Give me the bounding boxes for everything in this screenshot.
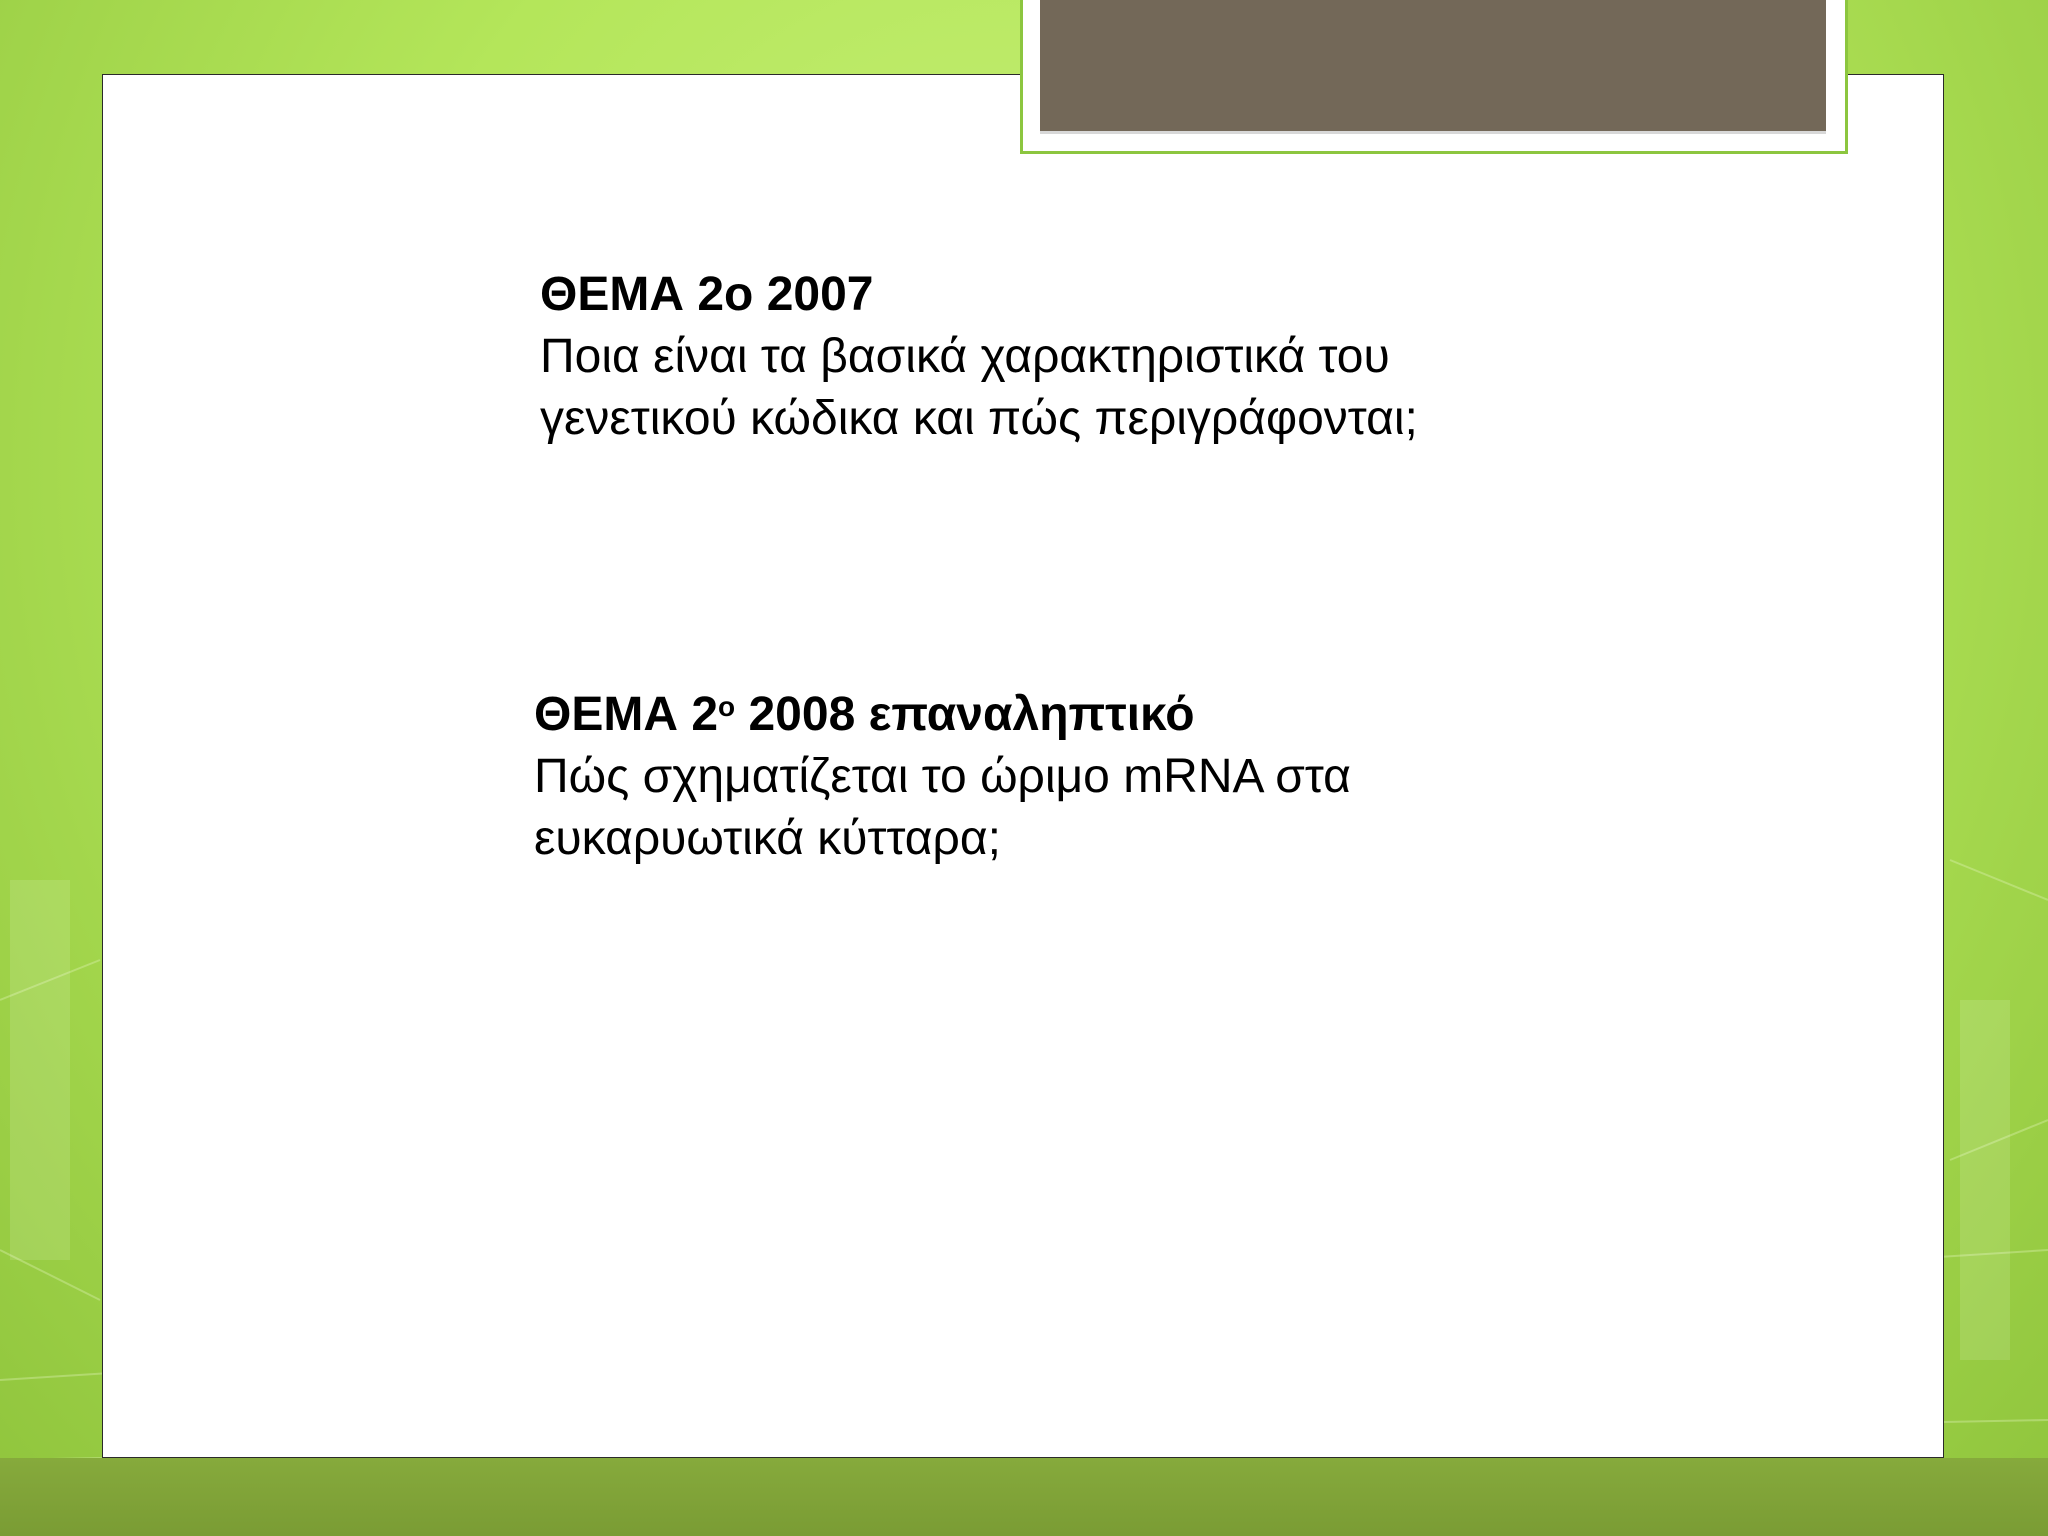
question-heading: ΘΕΜΑ 2ο 2007 bbox=[540, 268, 874, 321]
question-line: Ποια είναι τα βασικά χαρακτηριστικά του bbox=[540, 330, 1390, 383]
question-line: γενετικού κώδικα και πώς περιγράφονται; bbox=[540, 392, 1418, 445]
title-box bbox=[1040, 0, 1826, 134]
heading-superscript: ο bbox=[718, 691, 736, 722]
heading-prefix: ΘΕΜΑ 2 bbox=[534, 688, 719, 741]
question-block-2007 bbox=[540, 264, 1540, 450]
question-line: ευκαρυωτικά κύτταρα; bbox=[534, 812, 1001, 865]
question-line: Πώς σχηματίζεται το ώριμο mRNA στα bbox=[534, 750, 1351, 803]
bottom-band bbox=[0, 1458, 2048, 1536]
question-heading bbox=[534, 676, 1534, 746]
question-block-2008 bbox=[534, 676, 1534, 870]
heading-suffix: 2008 επαναληπτικό bbox=[735, 688, 1195, 741]
